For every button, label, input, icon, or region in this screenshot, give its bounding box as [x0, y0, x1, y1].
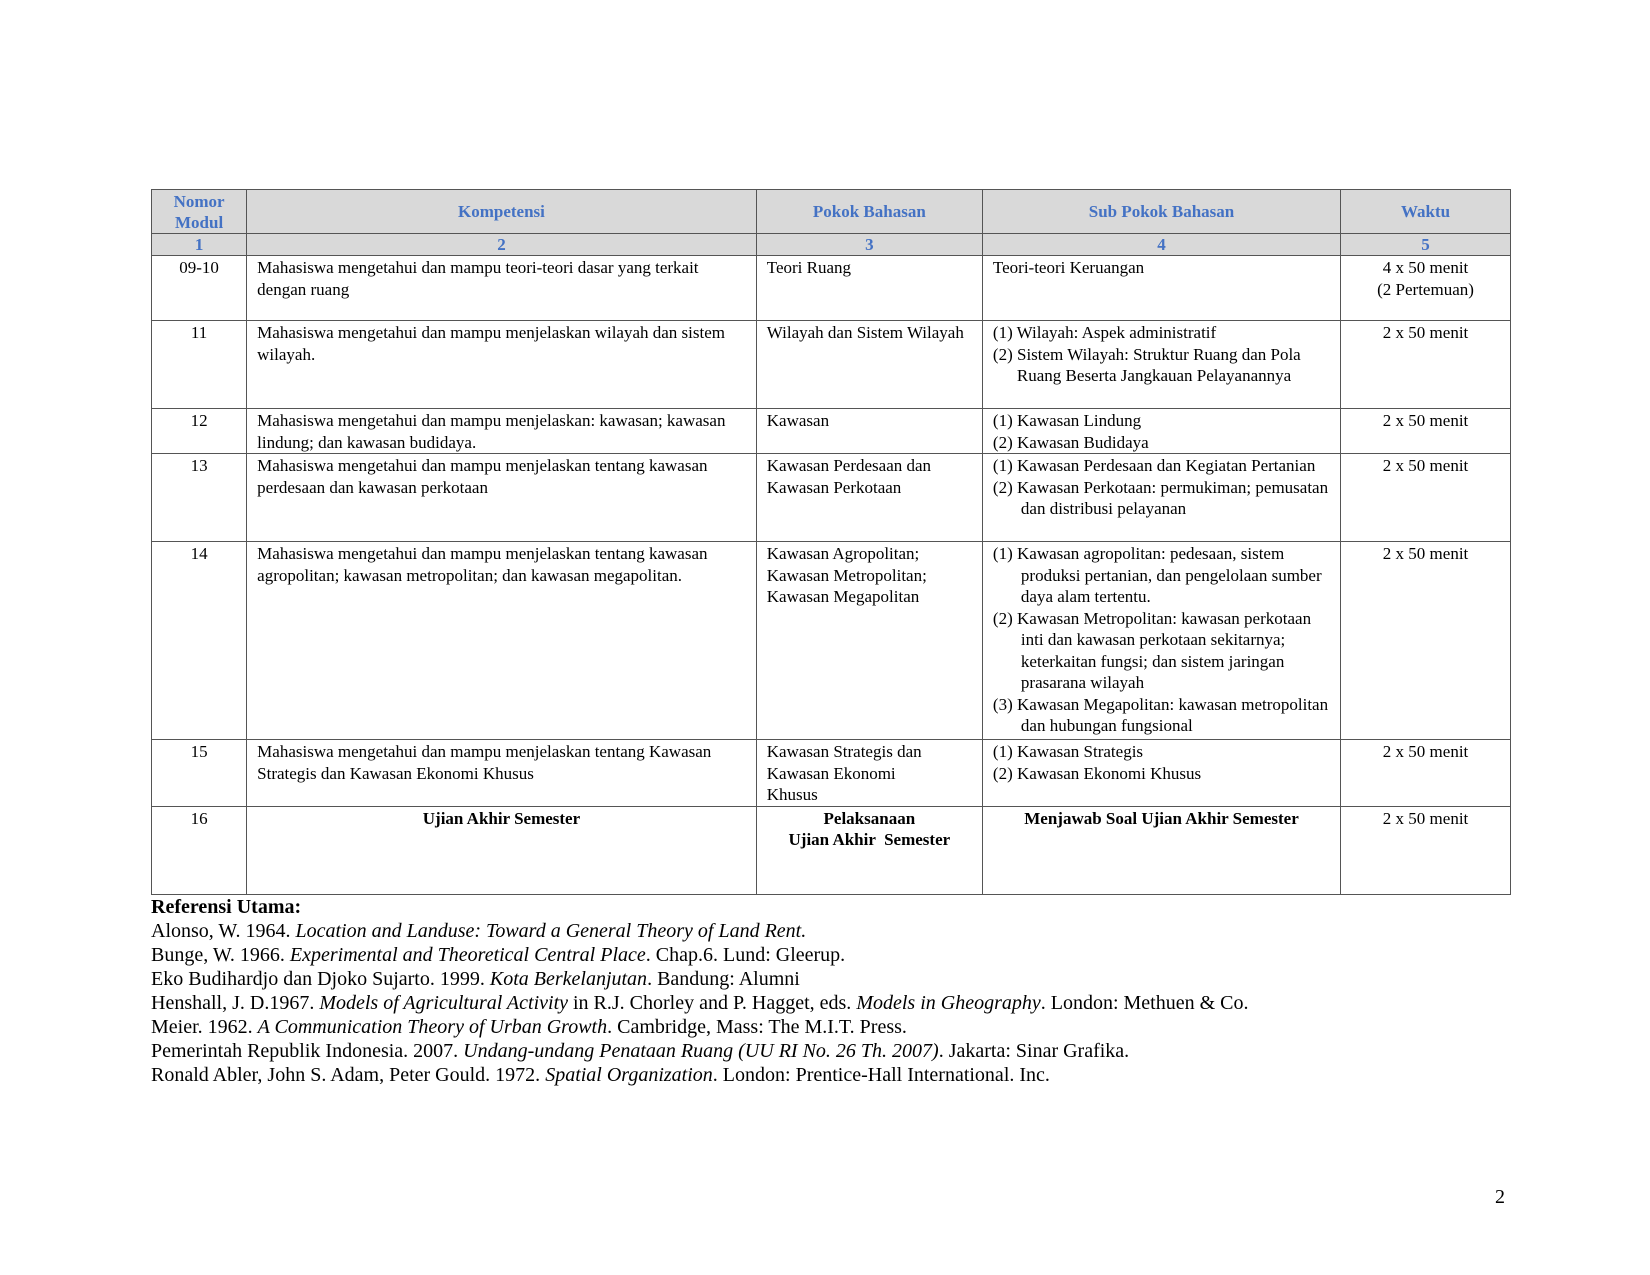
header-kompetensi: Kompetensi: [247, 190, 757, 234]
column-number: 5: [1341, 234, 1511, 256]
pokok-line: Pelaksanaan: [823, 808, 916, 828]
kompetensi-cell: Mahasiswa mengetahui dan mampu menjelaskan tentang Kawasan Strategis dan Kawasan Ekonomi Khusus: [247, 740, 757, 807]
pokok-bahasan-cell: Kawasan Perdesaan dan Kawasan Perkotaan: [756, 454, 982, 542]
duration: 2 x 50 menit: [1341, 321, 1511, 409]
reference-item: Bunge, W. 1966. Experimental and Theoretical Central Place. Chap.6. Lund: Gleerup.: [151, 944, 846, 966]
module-number: 15: [152, 740, 247, 807]
sub-topic: Teori-teori Keruangan: [992, 258, 1145, 277]
sub-topic: (1) Wilayah: Aspek administratif: [992, 323, 1217, 342]
table-row: [152, 321, 1511, 409]
column-number: 4: [982, 234, 1340, 256]
sub-pokok-bahasan-cell: [982, 256, 1340, 321]
kompetensi-cell: Mahasiswa mengetahui dan mampu teori-teori dasar yang terkait dengan ruang: [247, 256, 757, 321]
meetings: (2 Pertemuan): [1377, 279, 1474, 299]
reference-item: Alonso, W. 1964. Location and Landuse: Toward a General Theory of Land Rent.: [151, 920, 807, 942]
sub-pokok-bahasan-cell: [982, 321, 1340, 409]
sub-topic: (1) Kawasan Strategis: [992, 742, 1144, 761]
duration: 2 x 50 menit: [1341, 409, 1511, 454]
pokok-line: Ujian Akhir Semester: [788, 830, 951, 849]
header-nomor-modul: Nomor Modul: [152, 190, 247, 234]
sub-topic: (1) Kawasan Lindung: [992, 411, 1142, 430]
sub-pokok-bahasan-cell: [982, 409, 1340, 454]
reference-item: Meier. 1962. A Communication Theory of Urban Growth. Cambridge, Mass: The M.I.T. Press.: [151, 1016, 907, 1038]
sub-topic: (2) Kawasan Perkotaan: permukiman; pemusatan dan distribusi pelayanan: [992, 477, 1329, 518]
table-row: [152, 740, 1511, 807]
header-waktu: Waktu: [1341, 190, 1511, 234]
pokok-bahasan-cell: Kawasan Agropolitan; Kawasan Metropolitan; Kawasan Megapolitan: [756, 542, 982, 740]
syllabus-table: [151, 189, 1511, 895]
duration: 4 x 50 menit: [1382, 258, 1469, 277]
reference-item: Eko Budihardjo dan Djoko Sujarto. 1999. Kota Berkelanjutan. Bandung: Alumni: [151, 968, 800, 990]
table-row: [152, 409, 1511, 454]
kompetensi-cell: Mahasiswa mengetahui dan mampu menjelaskan wilayah dan sistem wilayah.: [247, 321, 757, 409]
module-number: 11: [152, 321, 247, 409]
module-number: 09-10: [152, 256, 247, 321]
column-number: 2: [247, 234, 757, 256]
column-number: 3: [756, 234, 982, 256]
pokok-bahasan-cell: Kawasan Strategis dan Kawasan Ekonomi Khusus: [756, 740, 982, 807]
sub-topic: (2) Kawasan Ekonomi Khusus: [992, 763, 1202, 783]
duration: 2 x 50 menit: [1341, 806, 1511, 894]
kompetensi-cell: Ujian Akhir Semester: [247, 806, 757, 894]
table-row: [152, 806, 1511, 894]
page-number: 2: [1495, 1186, 1505, 1208]
reference-item: Henshall, J. D.1967. Models of Agricultural Activity in R.J. Chorley and P. Hagget, eds. Models in Gheography. London: Methuen & Co.: [151, 992, 1249, 1014]
table-row: [152, 454, 1511, 542]
sub-topic: (2) Kawasan Budidaya: [992, 432, 1149, 452]
header-sub-pokok-bahasan: Sub Pokok Bahasan: [982, 190, 1340, 234]
duration: 2 x 50 menit: [1341, 542, 1511, 740]
sub-topic: (2) Kawasan Metropolitan: kawasan perkotaan inti dan kawasan perkotaan sekitarnya; keterkaitan fungsi; dan sistem jaringan prasarana wilayah: [992, 608, 1312, 692]
sub-topic: (2) Sistem Wilayah: Struktur Ruang dan Pola Ruang Beserta Jangkauan Pelayanannya: [992, 344, 1301, 385]
reference-item: Ronald Abler, John S. Adam, Peter Gould. 1972. Spatial Organization. London: Prentice-Hall International. Inc.: [151, 1064, 1050, 1086]
sub-pokok-bahasan-cell: Menjawab Soal Ujian Akhir Semester: [982, 806, 1340, 894]
references-title: Referensi Utama:: [151, 896, 302, 918]
kompetensi-cell: Mahasiswa mengetahui dan mampu menjelaskan tentang kawasan perdesaan dan kawasan perkotaan: [247, 454, 757, 542]
table-row: [152, 542, 1511, 740]
sub-pokok-bahasan-cell: [982, 740, 1340, 807]
duration: 2 x 50 menit: [1341, 454, 1511, 542]
pokok-bahasan-cell: [756, 806, 982, 894]
reference-item: Pemerintah Republik Indonesia. 2007. Undang-undang Penataan Ruang (UU RI No. 26 Th. 2007). Jakarta: Sinar Grafika.: [151, 1040, 1130, 1062]
references-section: [151, 895, 1531, 1087]
pokok-bahasan-cell: Teori Ruang: [756, 256, 982, 321]
module-number: 13: [152, 454, 247, 542]
waktu-cell: [1341, 256, 1511, 321]
pokok-bahasan-cell: Kawasan: [756, 409, 982, 454]
module-number: 16: [152, 806, 247, 894]
sub-topic: (1) Kawasan Perdesaan dan Kegiatan Pertanian: [992, 456, 1316, 475]
header-pokok-bahasan: Pokok Bahasan: [756, 190, 982, 234]
sub-topic: (3) Kawasan Megapolitan: kawasan metropolitan dan hubungan fungsional: [992, 694, 1329, 735]
module-number: 12: [152, 409, 247, 454]
sub-pokok-bahasan-cell: [982, 542, 1340, 740]
sub-topic: (1) Kawasan agropolitan: pedesaan, sistem produksi pertanian, dan pengelolaan sumber daya alam tertentu.: [992, 544, 1322, 606]
kompetensi-cell: Mahasiswa mengetahui dan mampu menjelaskan tentang kawasan agropolitan; kawasan metropolitan; dan kawasan megapolitan.: [247, 542, 757, 740]
duration: 2 x 50 menit: [1341, 740, 1511, 807]
kompetensi-cell: Mahasiswa mengetahui dan mampu menjelaskan: kawasan; kawasan lindung; dan kawasan budidaya.: [247, 409, 757, 454]
sub-pokok-bahasan-cell: [982, 454, 1340, 542]
module-number: 14: [152, 542, 247, 740]
column-number: 1: [152, 234, 247, 256]
pokok-bahasan-cell: Wilayah dan Sistem Wilayah: [756, 321, 982, 409]
table-row: [152, 256, 1511, 321]
